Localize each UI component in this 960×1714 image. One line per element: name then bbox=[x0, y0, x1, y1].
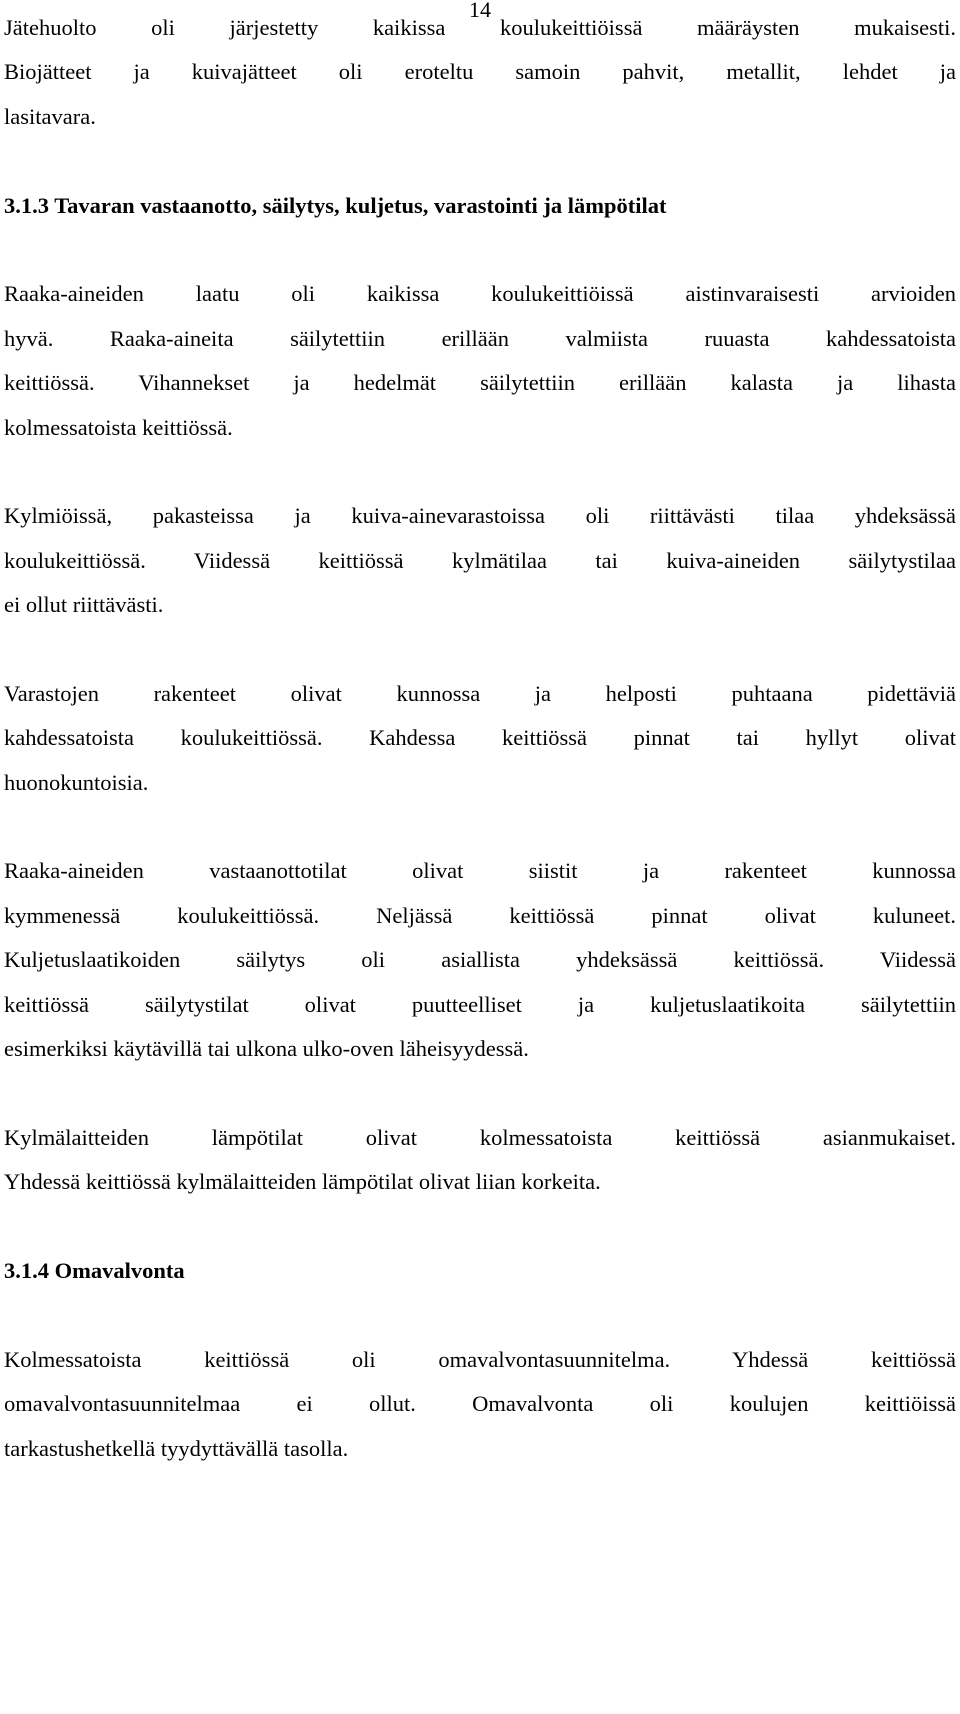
text-line: Kolmessatoista keittiössä oli omavalvontasuunnitelma. Yhdessä keittiössä bbox=[4, 1346, 956, 1372]
text-line: Biojätteet ja kuivajätteet oli eroteltu samoin pahvit, metallit, lehdet ja bbox=[4, 59, 956, 85]
intro-paragraph bbox=[4, 6, 956, 139]
text-line: omavalvontasuunnitelmaa ei ollut. Omavalvonta oli koulujen keittiöissä bbox=[4, 1391, 956, 1417]
paragraph-storage-structures bbox=[4, 672, 956, 805]
text-line: huonokuntoisia. bbox=[4, 769, 149, 795]
paragraph-temperatures bbox=[4, 1116, 956, 1205]
section-heading-3-1-3: 3.1.3 Tavaran vastaanotto, säilytys, kuljetus, varastointi ja lämpötilat bbox=[4, 192, 667, 218]
text-line: kolmessatoista keittiössä. bbox=[4, 414, 233, 440]
text-line: koulukeittiössä. Viidessä keittiössä kylmätilaa tai kuiva-aineiden säilytystilaa bbox=[4, 547, 956, 573]
paragraph-reception-facilities bbox=[4, 849, 956, 1071]
paragraph-raw-material-quality bbox=[4, 272, 956, 450]
section-heading-3-1-4: 3.1.4 Omavalvonta bbox=[4, 1257, 185, 1283]
text-line: Kylmiöissä, pakasteissa ja kuiva-ainevarastoissa oli riittävästi tilaa yhdeksässä bbox=[4, 503, 956, 529]
text-line: kahdessatoista koulukeittiössä. Kahdessa keittiössä pinnat tai hyllyt olivat bbox=[4, 725, 956, 751]
text-line: Yhdessä keittiössä kylmälaitteiden lämpötilat olivat liian korkeita. bbox=[4, 1169, 601, 1195]
text-line: kymmenessä koulukeittiössä. Neljässä keittiössä pinnat olivat kuluneet. bbox=[4, 902, 956, 928]
text-line: tarkastushetkellä tyydyttävällä tasolla. bbox=[4, 1435, 349, 1461]
paragraph-self-monitoring bbox=[4, 1338, 956, 1471]
text-line: Raaka-aineiden laatu oli kaikissa koulukeittiöissä aistinvaraisesti arvioiden bbox=[4, 281, 956, 307]
text-line: Raaka-aineiden vastaanottotilat olivat siistit ja rakenteet kunnossa bbox=[4, 858, 956, 884]
page-number: 14 bbox=[469, 0, 491, 22]
text-line: Kylmälaitteiden lämpötilat olivat kolmessatoista keittiössä asianmukaiset. bbox=[4, 1124, 956, 1150]
text-line: keittiössä. Vihannekset ja hedelmät säilytettiin erillään kalasta ja lihasta bbox=[4, 370, 956, 396]
text-line: keittiössä säilytystilat olivat puutteelliset ja kuljetuslaatikoita säilytettiin bbox=[4, 991, 956, 1017]
paragraph-storage-space bbox=[4, 494, 956, 627]
text-line: esimerkiksi käytävillä tai ulkona ulko-oven läheisyydessä. bbox=[4, 1036, 529, 1061]
text-line: Jätehuolto oli järjestetty kaikissa koulukeittiöissä määräysten mukaisesti. bbox=[4, 15, 956, 40]
document-body bbox=[4, 6, 956, 1471]
text-line: ei ollut riittävästi. bbox=[4, 592, 164, 618]
text-line: lasitavara. bbox=[4, 103, 96, 129]
text-line: Varastojen rakenteet olivat kunnossa ja helposti puhtaana pidettäviä bbox=[4, 680, 956, 706]
text-line: hyvä. Raaka-aineita säilytettiin erillään valmiista ruuasta kahdessatoista bbox=[4, 325, 956, 351]
text-line: Kuljetuslaatikoiden säilytys oli asiallista yhdeksässä keittiössä. Viidessä bbox=[4, 947, 956, 973]
